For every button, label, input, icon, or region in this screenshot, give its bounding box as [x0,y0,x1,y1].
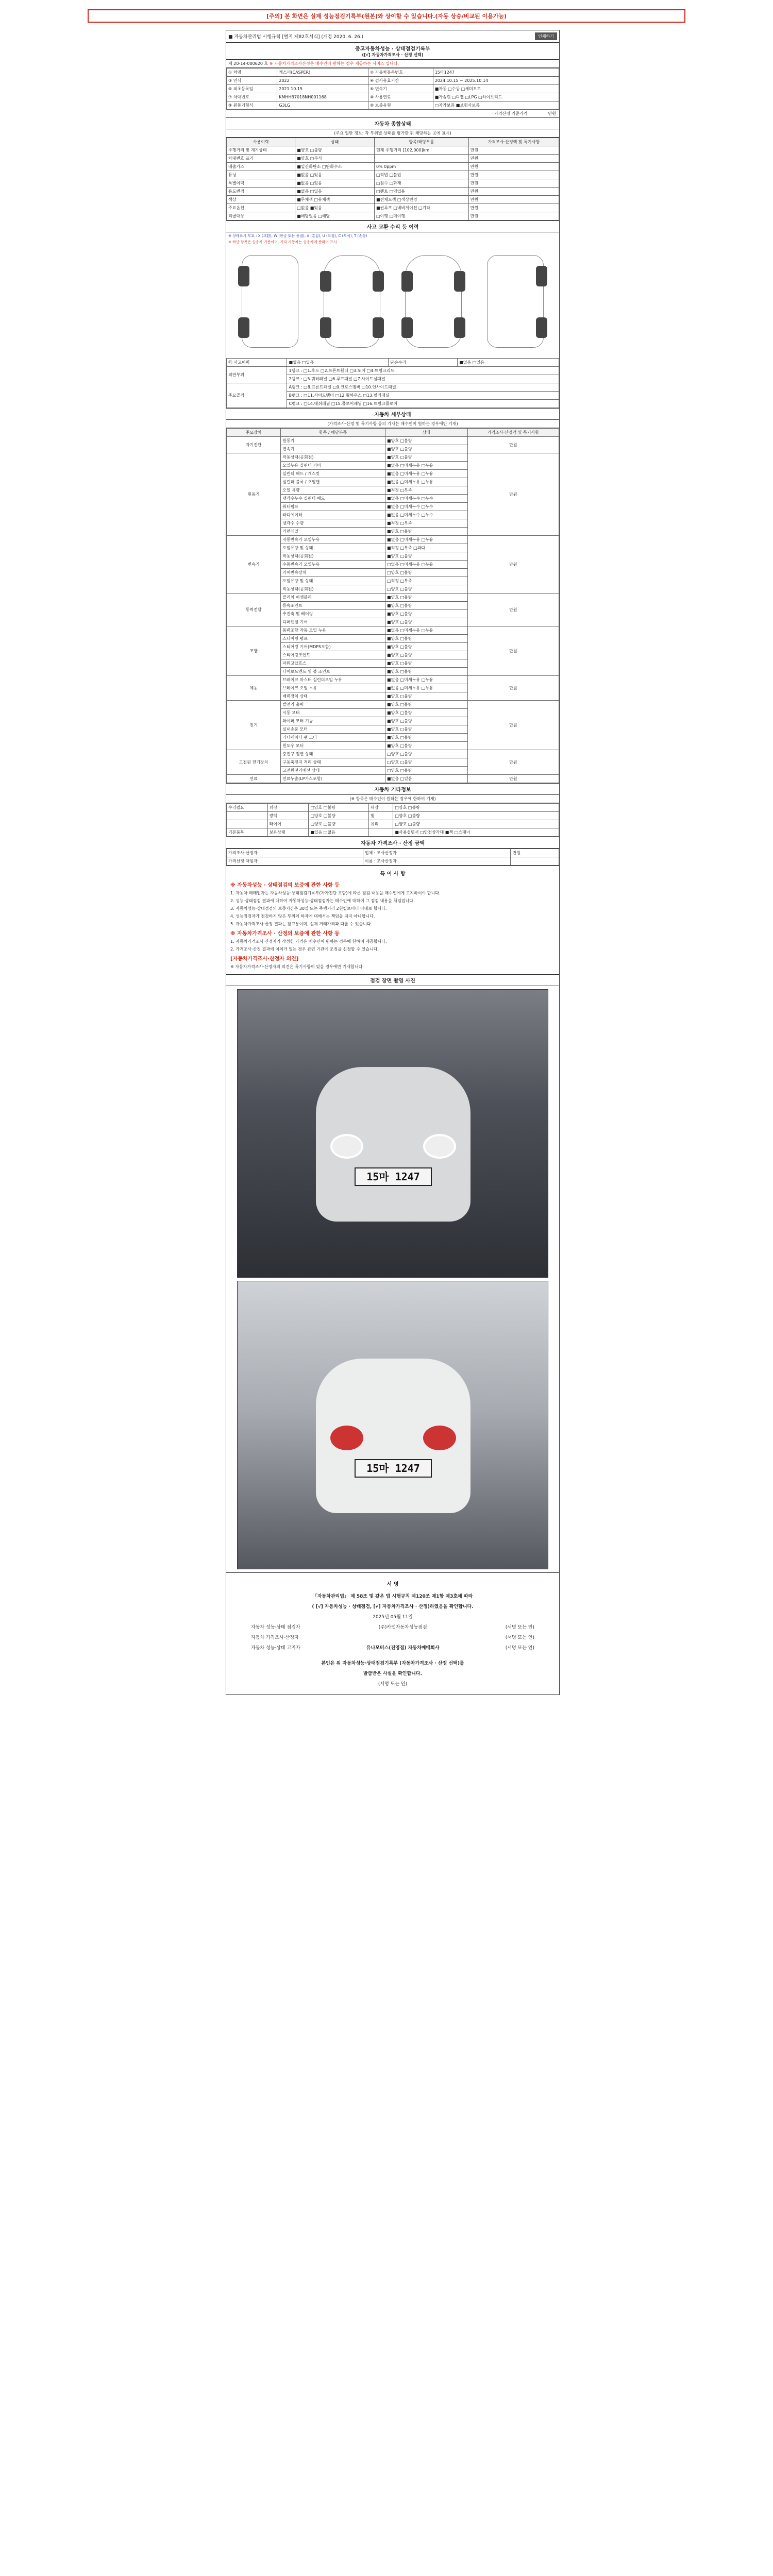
signature-text-1: 「자동차관리법」 제 58조 및 같은 법 시행규칙 제120조 제1항 제3호에 따라 [312,1594,473,1599]
status-cell: ■없음 □있음 [295,171,375,179]
accident-history-value: ■없음 □있음 [287,359,389,367]
detail-item: 윈도우 모터 [281,742,385,750]
option-cell: □양호 □불량 [393,820,559,828]
detail-item: 연료누출(LP가스포함) [281,775,385,783]
detail-state: ■양호 □불량 [385,437,468,445]
detail-row [227,594,559,602]
note-paragraph: 5. 자동차가격조사·산정 결과는 참고용이며, 실제 거래가격과 다를 수 있습니다. [230,922,373,926]
detail-col-header: 상태 [385,429,468,437]
status-cell: □렌트 □영업용 [374,188,468,196]
detail-state: ■양호 □불량 [385,594,468,602]
status-title: 자동차 종합상태 [226,118,559,129]
detail-group-label: 변속기 [227,536,281,594]
signature-text-2: ( [√] 자동차성능 · 상태점검, [√] 자동차가격조사 · 산정)하였음을 확인합니다. [312,1604,474,1609]
basic-label: ⑦ 차대번호 [227,93,277,101]
detail-item: 충전구 절연 상태 [281,750,385,758]
detail-col-header: 항목 / 해당부품 [281,429,385,437]
car-left-side-diagram [242,255,298,348]
detail-state: □적정 □부족 [385,577,468,585]
other-info-note: (※ 항목은 매수인이 원하는 경우에 한하여 기재) [226,795,559,803]
car-front-diagram [324,255,380,348]
status-cell: 만원 [468,196,559,204]
status-cell: 특별이력 [227,179,295,188]
detail-item: 냉각수 수량 [281,519,385,528]
detail-item: 커먼레일 [281,528,385,536]
status-cell [374,155,468,163]
other-info-title: 자동차 기타정보 [226,784,559,795]
status-cell: ■무채색 □유채색 [295,196,375,204]
detail-price: 만원 [467,594,559,626]
detail-item: 등속조인트 [281,602,385,610]
car-right-side-diagram [487,255,544,348]
simple-repair-label: 단순수리 [389,359,458,367]
status-note: (주요 일반 정보: 각 부위별 상태를 평가한 뒤 해당하는 곳에 표시) [226,129,559,138]
detail-item: 브레이크 오일 누유 [281,684,385,692]
detail-state: ■양호 □불량 [385,725,468,734]
option-cell [227,812,268,820]
option-cell: 외장 [267,804,309,812]
detail-state: □양호 □불량 [385,750,468,758]
detail-row [227,750,559,758]
print-button[interactable]: 인쇄하기 [535,32,557,40]
detail-group-label: 전기 [227,701,281,750]
status-cell: ■썬루프 □네비게이션 □기타 [374,204,468,212]
detail-state: ■양호 □불량 [385,618,468,626]
detail-state: ■양호 □불량 [385,742,468,750]
status-row [227,179,559,188]
car-top-diagram [405,255,462,348]
option-cell: 내장 [369,804,393,812]
status-cell: 만원 [468,171,559,179]
outer-rank-1: 1랭크 : □1.후드 □2.프론트휀더 □3.도어 □4.트렁크리드 [287,367,559,375]
detail-state: ■양호 □불량 [385,734,468,742]
inspection-document [226,30,560,1695]
detail-row [227,626,559,635]
detail-item: 동력조향 작동 오일 누유 [281,626,385,635]
inspection-photo-front [237,989,548,1278]
signature-date: 2025년 05월 11일 [373,1615,413,1620]
detail-item: 시동 모터 [281,709,385,717]
detail-state: ■없음 □미세누유 □누유 [385,470,468,478]
doc-number: 제 20-14-000620 호 ※ 자동차가격조사산정은 매수인이 원하는 경우 제공하는 서비스 입니다. [228,61,399,66]
status-row [227,171,559,179]
basic-value: ■가솔린 □디젤 □LPG □하이브리드 [433,93,559,101]
option-cell [227,820,268,828]
basic-value: 2021.10.15 [277,85,368,93]
basic-value: G3LG [277,101,368,110]
basic-value: ■자동 □수동 □세미오토 [433,85,559,93]
car-diagram [226,245,559,358]
status-cell: ■양호 □불량 [295,146,375,155]
detail-item: 원동기 [281,437,385,445]
status-cell: 만원 [468,146,559,155]
warranty-heading: ※ 자동차성능 · 상태점검의 보증에 관한 사항 등 [230,883,340,888]
basic-value: KMHHB7018NH001168 [277,93,368,101]
detail-state: ■양호 □불량 [385,453,468,462]
status-row [227,188,559,196]
status-cell: 0% 0ppm [374,163,468,171]
detail-price: 만원 [467,437,559,453]
basic-label: ③ 연식 [227,77,277,85]
detail-state: ■적정 □부족 □과다 [385,544,468,552]
evaluator-staff-value: 업체 : 조사산정자 [363,849,511,857]
main-frame-label: 주요골격 [227,383,287,408]
basic-label: ⑨ 원동기형식 [227,101,277,110]
detail-state: ■없음 □미세누유 □누유 [385,462,468,470]
status-cell: 용도변경 [227,188,295,196]
detail-item: 실린더 헤드 / 개스킷 [281,470,385,478]
signature-section [226,1573,559,1694]
option-cell: □양호 □불량 [309,804,369,812]
price-evaluator [226,837,559,866]
detail-price: 만원 [467,750,559,775]
detail-item: 발전기 출력 [281,701,385,709]
basic-value: 캐스퍼(CASPER) [277,69,368,77]
status-cell: 현재 주행거리 [102,000]km [374,146,468,155]
detail-state: ■없음 □미세누수 □누수 [385,511,468,519]
top-notice: [주의] 본 화면은 실제 성능점검기록부(원본)와 상이할 수 있습니다.(자동 상승/비교된 이용가능) [88,9,685,23]
status-cell: ■없음 □있음 [295,179,375,188]
other-info [226,784,559,837]
license-plate: 15마 1247 [355,1167,432,1186]
basic-label: ⑩ 보증유형 [368,101,433,110]
evaluator-staff-label: 가격조사·산정자 [227,849,363,857]
status-cell: □없음 ■있음 [295,204,375,212]
signature-title: 서 명 [386,1582,399,1587]
detail-item: 자동변속기 오일누유 [281,536,385,544]
detail-item: 추진축 및 베어링 [281,610,385,618]
main-rank-a: A랭크 : □8.프론트패널 □9.크로스멤버 □10.인사이드패널 [287,383,559,392]
detail-price: 만원 [467,453,559,536]
detail-state: □양호 □불량 [385,767,468,775]
signature-footer-1: 본인은 위 자동차성능·상태점검기록부 (자동차가격조사 · 산정 선택)를 [321,1661,464,1666]
signer-inspector: 자동차 성능·상태 점검자 (주)카랩자동차성능점검 (서명 또는 인) [251,1625,534,1630]
status-cell: 주요옵션 [227,204,295,212]
detail-state: ■양호 □불량 [385,692,468,701]
evaluator-title: 자동차 가격조사 · 산정 금액 [226,837,559,849]
option-cell: 광택 [267,812,309,820]
detail-item: 라디에이터 [281,511,385,519]
detail-group-label: 조향 [227,626,281,676]
option-cell: 휠 [369,812,393,820]
detail-price: 만원 [467,775,559,783]
detail-state: □양호 □불량 [385,569,468,577]
status-cell: ■일산화탄소 □탄화수소 [295,163,375,171]
detail-state: ■없음 □미세누유 □누유 [385,626,468,635]
status-cell: ■없음 □있음 [295,188,375,196]
status-row [227,163,559,171]
note-paragraph: 2. 가격조사·산정 결과에 이의가 있는 경우 관련 기관에 조정을 신청할 수 있습니다. [230,947,379,952]
basic-label: ① 차명 [227,69,277,77]
signer-appraiser: 자동차 가격조사·산정자 (서명 또는 인) [251,1635,534,1640]
basic-label: ⑥ 변속기 [368,85,433,93]
status-cell: 만원 [468,204,559,212]
detail-item: 실린더 블록 / 오일팬 [281,478,385,486]
detail-state: ■양호 □불량 [385,668,468,676]
detail-item: 스티어링조인트 [281,651,385,659]
detail-note: (가격조사·산정 및 특기사항 등의 기재는 매수인이 원하는 경우에만 기재) [226,420,559,428]
detail-state: ■양호 □불량 [385,602,468,610]
status-cell: ■해당없음 □해당 [295,212,375,221]
status-cell: 차대번호 표기 [227,155,295,163]
status-col-header: 사용이력 [227,138,295,146]
detail-state: ■양호 □불량 [385,610,468,618]
note-paragraph: 3. 자동차성능·상태점검의 보증기간은 30일 또는 주행거리 2천킬로미터 이내로 합니다. [230,906,387,911]
detail-item: 스티어링 기어(MDPS포함) [281,643,385,651]
overall-status [226,118,559,221]
status-cell: 만원 [468,155,559,163]
status-cell: 배출가스 [227,163,295,171]
detail-state: ■적정 □부족 [385,486,468,495]
status-cell: □침수 □화재 [374,179,468,188]
option-cell: □양호 □불량 [309,820,369,828]
detail-group-label: 고전원 전기장치 [227,750,281,775]
status-col-header: 가격조사·산정액 및 특기사항 [468,138,559,146]
detail-row [227,536,559,544]
detail-row [227,453,559,462]
detail-item: 라디에이터 팬 모터 [281,734,385,742]
detail-state: ■없음 □미세누유 □누유 [385,478,468,486]
status-cell: 색상 [227,196,295,204]
status-cell: 튜닝 [227,171,295,179]
note-paragraph: 4. 성능점검자가 점검하지 않은 부위의 하자에 대해서는 책임을 지지 아니합니다. [230,914,375,919]
evaluator-charge-label: 가격산정 책임자 [227,857,363,866]
evaluator-charge-value: 이름 : 조사산정자 [363,857,511,866]
note-paragraph: 1. 자동차가격조사·산정자가 작성한 가격은 매수인이 원하는 경우에 한하여 제공합니다. [230,939,387,944]
detail-group-label: 연료 [227,775,281,783]
basic-label: ④ 검사유효기간 [368,77,433,85]
basic-label: ② 자동차등록번호 [368,69,433,77]
option-cell: 수리필요 [227,804,268,812]
detail-item: 워터펌프 [281,503,385,511]
detail-group-label: 원동기 [227,453,281,536]
status-row [227,212,559,221]
detail-group-label: 제동 [227,676,281,701]
price-label: 가격산정 기준가격 [494,111,528,116]
detail-item: 구동축전지 격리 상태 [281,758,385,767]
detail-item: 클러치 어셈블리 [281,594,385,602]
status-cell: 만원 [468,212,559,221]
evaluator-opinion-heading: [자동차가격조사·산정자 의견] [230,956,299,962]
detail-item: 오일 유량 [281,486,385,495]
status-row [227,155,559,163]
detail-status [226,409,559,784]
detail-item: 작동상태(공회전) [281,552,385,561]
detail-item: 수동변속기 오일누유 [281,561,385,569]
note-paragraph: 1. 자동차 매매업자는 자동차성능·상태점검기록부(자가진단 포함)에 따른 점검 내용을 매수인에게 고지하여야 합니다. [230,891,441,895]
detail-row [227,701,559,709]
signature-footer-2: 발급받은 사실을 확인합니다. [363,1671,422,1676]
basic-value: □자가보증 ■보험사보증 [433,101,559,110]
detail-state: ■없음 □미세누수 □누수 [385,503,468,511]
signature-footer-3: (서명 또는 인) [378,1682,408,1687]
detail-col-header: 주요장치 [227,429,281,437]
outer-rank-2: 2랭크 : □5.쿼터패널 □6.루프패널 □7.사이드실패널 [287,375,559,383]
accident-legend-note: ※ 상태표시 부호 : X (교환), W (판금 또는 용접), A (흠집), U (요철), C (부식), T (손상) [228,234,367,238]
detail-state: □양호 □불량 [385,758,468,767]
photo-section [226,975,559,1573]
signer-dealer: 자동차 성능·상태 고지자 유나모터스(진영점) 자동차매매회사 (서명 또는 인) [251,1646,534,1651]
detail-state: ■없음 □미세누유 □누유 [385,536,468,544]
status-cell: 만원 [468,163,559,171]
status-col-header: 항목/해당부품 [374,138,468,146]
detail-title: 자동차 세부상태 [226,409,559,420]
detail-state: ■양호 □불량 [385,552,468,561]
basic-value: 15마1247 [433,69,559,77]
detail-item: 실내송풍 모터 [281,725,385,734]
detail-state: ■양호 □불량 [385,651,468,659]
status-row [227,146,559,155]
detail-price: 만원 [467,626,559,676]
detail-state: ■없음 □있음 [385,775,468,783]
form-reference: ■ 자동차관리법 시행규칙 [별지 제82호서식] (개정 2020. 6. 26.) [228,35,364,40]
detail-state: ■양호 □불량 [385,659,468,668]
option-cell: 타이어 [267,820,309,828]
basic-info [226,68,559,118]
evaluator-amount: 만원 [511,849,559,857]
status-cell: 만원 [468,188,559,196]
detail-state: □없음 □미세누유 □누유 [385,561,468,569]
status-row [227,204,559,212]
status-cell: □이행 □미이행 [374,212,468,221]
accident-section [226,221,559,409]
detail-price: 만원 [467,536,559,594]
option-cell: ■있음 □없음 [309,828,369,837]
detail-item: 오일유량 및 상태 [281,544,385,552]
document-header [226,30,559,43]
detail-state: ■적정 □부족 [385,519,468,528]
detail-state: ■양호 □불량 [385,709,468,717]
status-cell: 만원 [468,179,559,188]
detail-item: 오일유량 및 상태 [281,577,385,585]
detail-state: ■양호 □불량 [385,717,468,725]
detail-item: 변속기 [281,445,385,453]
accident-legend: ※ 하단 항목은 승용차 기준이며, 기타 자동차는 승용차에 준하여 표시 [228,240,337,244]
detail-state: ■양호 □불량 [385,643,468,651]
simple-repair-value: ■없음 □있음 [458,359,559,367]
detail-state: ■양호 □불량 [385,445,468,453]
basic-value: 2022 [277,77,368,85]
photo-title: 점검 장면 촬영 사진 [226,975,559,986]
detail-state: ■양호 □불량 [385,635,468,643]
notes-title: 특 이 사 항 [380,871,406,877]
status-cell: ■양호 □부식 [295,155,375,163]
outer-panel-label: 외판부위 [227,367,287,383]
evaluator-opinion-text: ※ 자동차가격조사·산정자의 의견은 특기사항이 있을 경우에만 기재합니다. [230,964,364,969]
basic-label: ⑤ 최초등록일 [227,85,277,93]
option-cell [369,828,393,837]
detail-item: 냉각수누수 실린더 헤드 [281,495,385,503]
option-cell: 기본품목 [227,828,268,837]
detail-row [227,676,559,684]
detail-state: ■없음 □미세누유 □누유 [385,676,468,684]
option-cell: □양호 □불량 [309,812,369,820]
detail-item: 파워고압호스 [281,659,385,668]
detail-item: 고전원전기배선 상태 [281,767,385,775]
note-paragraph: 2. 성능·상태점검 결과에 대하여 자동차성능·상태점검자는 매수인에 대하여 그 점검 내용을 책임집니다. [230,899,415,903]
option-cell: 보유상태 [267,828,309,837]
detail-item: 디퍼렌셜 기어 [281,618,385,626]
title-section [226,43,559,68]
detail-item: 타이로드엔드 및 볼 조인트 [281,668,385,676]
detail-item: 배력장치 상태 [281,692,385,701]
detail-item: 작동상태(공회전) [281,585,385,594]
basic-value: 2024.10.15 ~ 2025.10.14 [433,77,559,85]
detail-price: 만원 [467,701,559,750]
detail-item: 기어변속장치 [281,569,385,577]
license-plate-rear: 15마 1247 [355,1459,432,1478]
detail-row [227,775,559,783]
option-cell: □양호 □불량 [393,804,559,812]
detail-state: ■없음 □미세누수 □누수 [385,495,468,503]
main-rank-b: B랭크 : □11.사이드멤버 □12.휠하우스 □13.필러패널 [287,392,559,400]
detail-row [227,437,559,445]
doc-title: 중고자동차성능 · 상태점검기록부 ([√] 자동차가격조사 · 산정 선택) [226,43,559,60]
detail-item: 스티어링 펌프 [281,635,385,643]
detail-col-header: 가격조사·산정액 및 특기사항 [467,429,559,437]
detail-group-label: 동력전달 [227,594,281,626]
detail-state: ■없음 □미세누유 □누유 [385,684,468,692]
status-cell: ■전체도색 □색상변경 [374,196,468,204]
status-cell: □적법 □불법 [374,171,468,179]
accident-history-label: ⑪ 사고이력 [227,359,287,367]
option-cell: ■사용설명서 □안전삼각대 ■잭 □스패너 [393,828,559,837]
detail-state: □양호 □불량 [385,585,468,594]
detail-item: 오일누유 실린더 커버 [281,462,385,470]
notes-section [226,866,559,975]
detail-item: 작동상태(공회전) [281,453,385,462]
accident-title: 사고 교환 수리 등 이력 [226,221,559,232]
inspection-photo-rear [237,1281,548,1569]
basic-label: ⑧ 사용연료 [368,93,433,101]
status-col-header: 상태 [295,138,375,146]
detail-state: ■양호 □불량 [385,528,468,536]
option-cell: □양호 □불량 [393,812,559,820]
status-row [227,196,559,204]
detail-price: 만원 [467,676,559,701]
detail-item: 브레이크 마스터 실린더오일 누유 [281,676,385,684]
option-cell: 유리 [369,820,393,828]
main-rank-c: C랭크 : □14.대쉬패널 □15.플로어패널 □16.트렁크플로어 [287,400,559,408]
detail-group-label: 자기진단 [227,437,281,453]
price-warranty-heading: ※ 자동차가격조사 · 산정의 보증에 관한 사항 등 [230,931,340,937]
price-unit: 만원 [548,111,556,116]
status-cell: 주행거리 및 계기상태 [227,146,295,155]
detail-item: 와이퍼 모터 기능 [281,717,385,725]
detail-state: ■양호 □불량 [385,701,468,709]
status-cell: 리콜대상 [227,212,295,221]
